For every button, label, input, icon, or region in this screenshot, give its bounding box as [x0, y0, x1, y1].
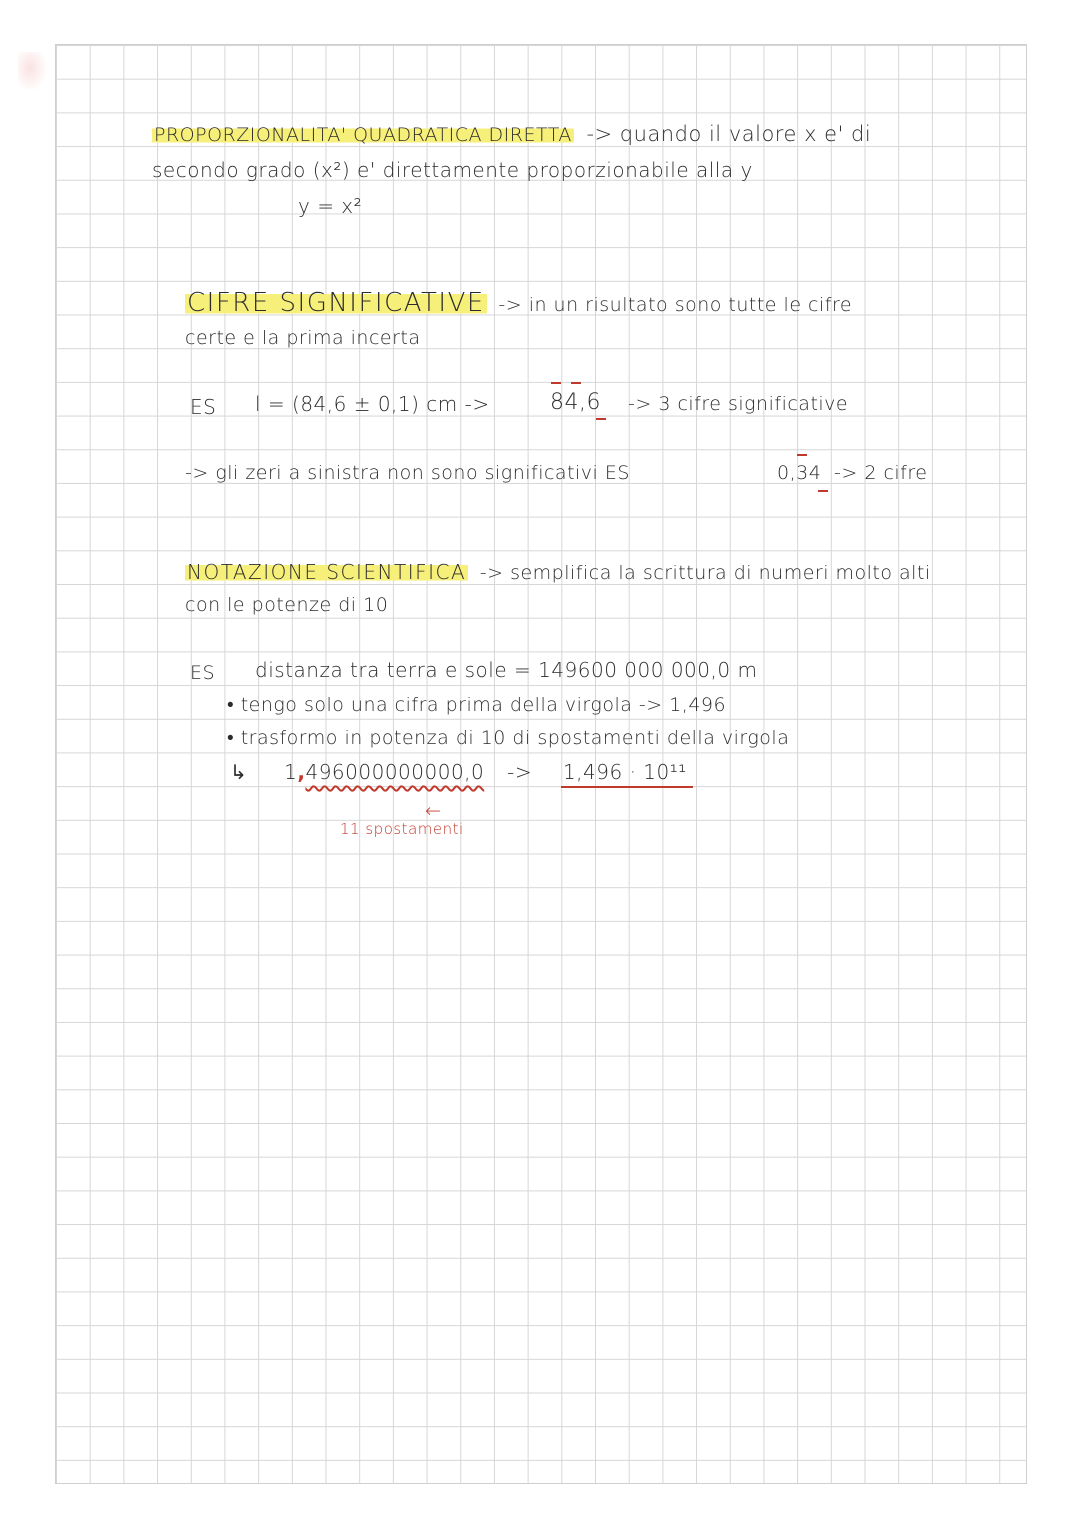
section-2-note: -> gli zeri a sinistra non sono significativi ES	[185, 462, 630, 484]
section-1-line1-rest: -> quando il valore x e' di	[586, 122, 872, 146]
section-3-line-1	[185, 560, 931, 584]
section-2-line1-rest: -> in un risultato sono tutte le cifre	[498, 294, 853, 316]
section-2-line-2: certe e la prima incerta	[185, 327, 421, 349]
section-3-title: NOTAZIONE SCIENTIFICA	[187, 560, 467, 584]
section-3-conversion	[230, 760, 693, 784]
section-3-example-line: distanza tra terra e sole = 149600 000 000,0 m	[255, 658, 758, 682]
section-3-bullet-1: • tengo solo una cifra prima della virgola -> 1,496	[227, 694, 727, 716]
section-2-note-value: 0,34	[777, 462, 822, 484]
section-2-title: CIFRE SIGNIFICATIVE	[187, 288, 485, 318]
section-2-example-result: -> 3 cifre significative	[628, 393, 849, 415]
conversion-arrow: ->	[507, 760, 533, 784]
section-1-formula: y = x²	[298, 194, 363, 218]
page-corner-stain	[18, 52, 48, 92]
section-1-line-2: secondo grado (x²) e' direttamente proporzionabile alla y	[152, 158, 753, 182]
conversion-result: 1,496 · 10¹¹	[561, 760, 693, 788]
section-2-line-1	[185, 288, 852, 318]
mark-digit-3	[797, 454, 807, 456]
mark-digit-8	[551, 382, 561, 384]
section-3-bullet-2: • trasformo in potenza di 10 di spostamenti della virgola	[227, 727, 790, 749]
return-arrow-icon: ↳	[230, 760, 248, 784]
section-3-line1-rest: -> semplifica la scrittura di numeri molto alti	[479, 562, 931, 584]
section-2-example-formula: l = (84,6 ± 0,1) cm ->	[255, 392, 490, 416]
section-2-example-label: ES	[190, 395, 217, 419]
shift-note: 11 spostamenti	[340, 820, 464, 838]
section-1-line-1	[152, 122, 871, 146]
mark-digit-4	[571, 382, 581, 384]
mark-digit-6	[596, 418, 606, 420]
section-1-title: PROPORZIONALITA' QUADRATICA DIRETTA	[154, 124, 572, 146]
section-3-example-label: ES	[190, 662, 216, 684]
left-arrow-icon: ←	[425, 800, 442, 822]
mark-digit-4b	[818, 490, 828, 492]
section-3-line-2: con le potenze di 10	[185, 594, 389, 616]
conversion-digits: 496000000000,0	[305, 760, 485, 784]
conversion-prefix: 1	[284, 760, 298, 784]
conversion-comma: ,	[297, 760, 306, 784]
section-2-note-result: -> 2 cifre	[834, 462, 928, 484]
section-2-example-value: 84,6	[550, 390, 601, 415]
